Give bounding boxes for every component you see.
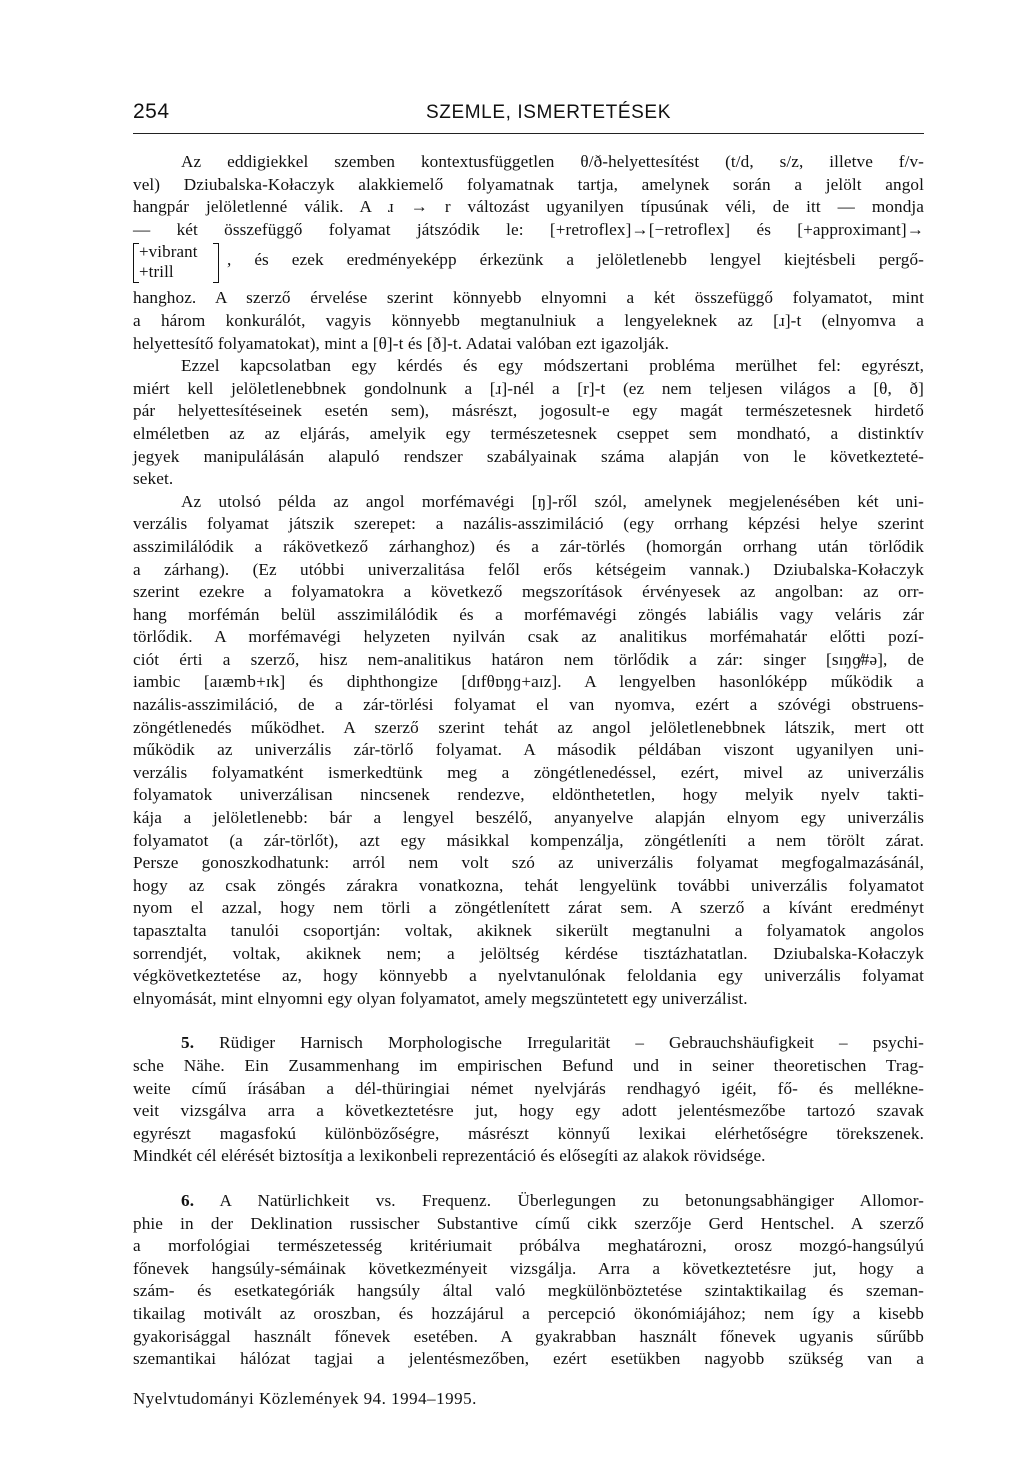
text-line: működik az univerzális zár-törlő folyamat. A második példában viszont ugyanilyen uni- [133, 740, 924, 760]
text-line: gyakorisággal használt főnevek esetében. A gyakrabban használt főnevek ugyanis sűrűbb [133, 1326, 924, 1346]
section-text: Rüdiger Harnisch Morphologische Irregularität – Gebrauchshäufigkeit – psychi- [219, 1033, 924, 1053]
text-line: vel) Dziubalska-Kołaczyk alakkiemelő folyamatnak tartja, amelynek során a jelölt angol [133, 174, 924, 194]
text-line: kája a jelöletlenebb: bár a lengyel beszélő, anyanyelve alapján elnyom egy univerzális [133, 808, 924, 828]
text-line: törlődik. A morfémavégi helyzeten nyilván csak az analitikus morfémahatár előtti pozí- [133, 627, 924, 647]
text-line: elméletben az az eljárás, amelyik egy természetesnek cseppet sem mondható, a distinktív [133, 423, 924, 443]
text-line: a zárhang). (Ez utóbbi univerzalitása felől erős kétségeim vannak.) Dziubalska-Kołaczyk [133, 559, 924, 579]
text-line: Az eddigiekkel szemben kontextusfüggetlen θ/ð-helyettesítést (t/d, s/z, illetve f/v- [181, 152, 924, 171]
running-head: SZEMLE, ISMERTETÉSEK [426, 102, 671, 123]
text-line: a morfológiai természetesség kritériumait próbálva meghatározni, orosz mozgó-hangsúlyú [133, 1236, 924, 1256]
text-line: elnyomását, mint elnyomni egy olyan folyamatot, amely megszüntetett egy univerzálist. [133, 988, 748, 1008]
paragraph-1 [133, 151, 924, 355]
text-line: nyom el azzal, hogy nem törli a zöngétlenített zárat sem. A szerző a kívánt eredményt [133, 898, 924, 918]
text-line: verzális folyamatként ismerkedtünk meg a zöngétlenedéssel, ezért, mivel az univerzális [133, 762, 924, 782]
feature-trill: +trill [139, 262, 174, 282]
page-footer: Nyelvtudományi Közlemények 94. 1994–1995. [133, 1389, 477, 1408]
text-line: jegyek manipulálásán alapuló rendszer szabályainak száma alapján von le következteté- [133, 446, 924, 466]
text-line: folyamatok univerzálisan nincsenek rendezve, eldönthetetlen, hogy melyik nyelv takti- [133, 785, 924, 805]
text-line: Ezzel kapcsolatban egy kérdés és egy módszertani probléma merülhet fel: egyrészt, [181, 356, 924, 376]
text-line: nazális-asszimiláció, de a zár-törlési folyamat el van nyomva, ezért a szóvégi obstruens- [133, 695, 924, 715]
text-line: folyamatot (a zár-törlőt), azt egy másikkal kompenzálja, zöngétleníti a nem törölt zárat. [133, 830, 924, 850]
feature-matrix [133, 243, 228, 283]
text-line: — két összefüggő folyamat játszódik le: [+retroflex]→[−retroflex] és [+approximant]→ [133, 219, 924, 239]
paragraph-3 [133, 491, 924, 1011]
text-line [133, 1190, 924, 1213]
text-line: seket. [133, 469, 174, 489]
text-line: Az utolsó példa az angol morfémavégi [ŋ]-ről szól, amelynek megjelenésében két uni- [181, 491, 924, 511]
text-line: végkövetkeztetése az, hogy könnyebb a nyelvtanulónak feloldania egy univerzális folyamat [133, 966, 924, 986]
header-rule [133, 133, 924, 134]
paragraph-2 [133, 355, 924, 491]
text-line: hogy az csak zöngés zárakra vonatkozna, tehát lengyelünk további univerzális folyamatot [133, 875, 924, 895]
feature-vibrant: +vibrant [139, 242, 198, 262]
text-line: helyettesítő folyamatokat), mint a [θ]-t és [ð]-t. Adatai valóban ezt igazolják. [133, 333, 669, 353]
text-line: veit vizsgálva arra a következtetésre jut, hogy egy adott jelentésmezőbe tartozó szavak [133, 1101, 924, 1121]
section-number: 5. [181, 1033, 195, 1053]
feature-matrix-line [133, 241, 924, 287]
section-6 [133, 1190, 924, 1371]
article-body [133, 151, 924, 1371]
text-line: asszimilálódik a rákövetkező zárhanghoz) és a zár-törlés (homorgán orrhang után törlődik [133, 536, 924, 556]
text-line: miért kell jelöletlenebbnek gondolnunk a [ɹ]-nél a [r]-t (ez nem teljesen világos a [θ, ð] [133, 378, 924, 398]
page-number: 254 [133, 100, 170, 123]
section-text: A Natürlichkeit vs. Frequenz. Überlegungen zu betonungsabhängiger Allomor- [219, 1190, 924, 1210]
text-line: sorrendjét, voltak, akiknek nem; a jelöltség kérdése tisztázhatatlan. Dziubalska-Kołaczyk [133, 943, 924, 963]
text-line: hang morfémán belül asszimilálódik és a morfémavégi zöngés labiális vagy veláris zár [133, 604, 924, 624]
text-line: tapasztalta tanulói csoportján: voltak, akiknek sikerült megtanulni a folyamatok angolos [133, 921, 924, 940]
text-line: pár helyettesítéseinek esetén sem), másrészt, jogosult-e egy magát természetesnek hirdető [133, 401, 924, 421]
text-line: weite című írásában a dél-thüringiai német nyelvjárás rendhagyó igéit, fő- és mellékne- [133, 1078, 924, 1098]
text-line [133, 1032, 924, 1055]
text-line: tikailag motivált az oroszban, és hozzájárul a percepció ökonómiájához; nem így a kisebb [133, 1303, 924, 1323]
text-line: zöngétlenedés működhet. A szerző szerint tehát az angol jelöletlenebbnek látszik, mert ott [133, 717, 924, 737]
text-line: hanghoz. A szerző érvelése szerint könnyebb elnyomni a két összefüggő folyamatot, mint [133, 288, 924, 308]
text-line: hangpár jelöletlenné válik. A ɹ → r változást ugyanilyen típusúnak véli, de itt — mondja [133, 197, 924, 217]
text-line: verzális folyamat játszik szerepet: a nazális-asszimiláció (egy orrhang képzési helye szerint [133, 514, 924, 534]
text-line: szerint ezekre a folyamatokra a következő megszorítások érvényesek az angolban: az orr- [133, 582, 924, 602]
text-line: főnevek hangsúly-sémáinak következményeit vizsgálja. Arra a következtetésre jut, hogy a [133, 1258, 924, 1278]
text-line: , és ezek eredményeképp érkezünk a jelöletlenebb lengyel kiejtésbeli pergő- [227, 250, 924, 270]
page-header [133, 100, 923, 130]
section-gap [133, 1168, 924, 1190]
text-line: szemantikai hálózat tagjai a jelentésmezőben, ezért esetükben nagyobb szükség van a [133, 1349, 924, 1369]
text-line: ciót érti a szerző, hisz nem-analitikus határon nem törlődik a zár: singer [sɪŋɡ̸#ə], de [133, 649, 924, 669]
section-5 [133, 1032, 924, 1168]
text-line: a három konkurálót, vagyis könnyebb megtanulniuk a lengyeleknek az [ɹ]-t (elnyomva a [133, 310, 924, 330]
section-gap [133, 1010, 924, 1032]
text-line: szám- és esetkategóriák hangsúly által való megkülönböztetése szintaktikailag és szeman- [133, 1281, 924, 1301]
text-line: egyrészt magasfokú különbözőségre, másrészt könnyű lexikai elérhetőségre törekszenek. [133, 1123, 924, 1143]
section-number: 6. [181, 1190, 195, 1210]
text-line: phie in der Deklination russischer Substantive című cikk szerzője Gerd Hentschel. A szerző [133, 1213, 924, 1233]
text-line: Mindkét cél elérését biztosítja a lexikonbeli reprezentáció és elősegíti az alakok rövidsége. [133, 1146, 766, 1166]
text-line: sche Nähe. Ein Zusammenhang im empirischen Befund und in seiner theoretischen Trag- [133, 1055, 924, 1075]
text-line: Persze gonoszkodhatunk: arról nem volt szó az univerzális folyamat megfogalmazásánál, [133, 853, 924, 873]
right-bracket [213, 243, 219, 283]
text-line: iambic [aɪæmb+ɪk] és diphthongize [dɪfθɒŋɡ+aɪz]. A lengyelben hasonlóképp működik a [133, 672, 924, 692]
